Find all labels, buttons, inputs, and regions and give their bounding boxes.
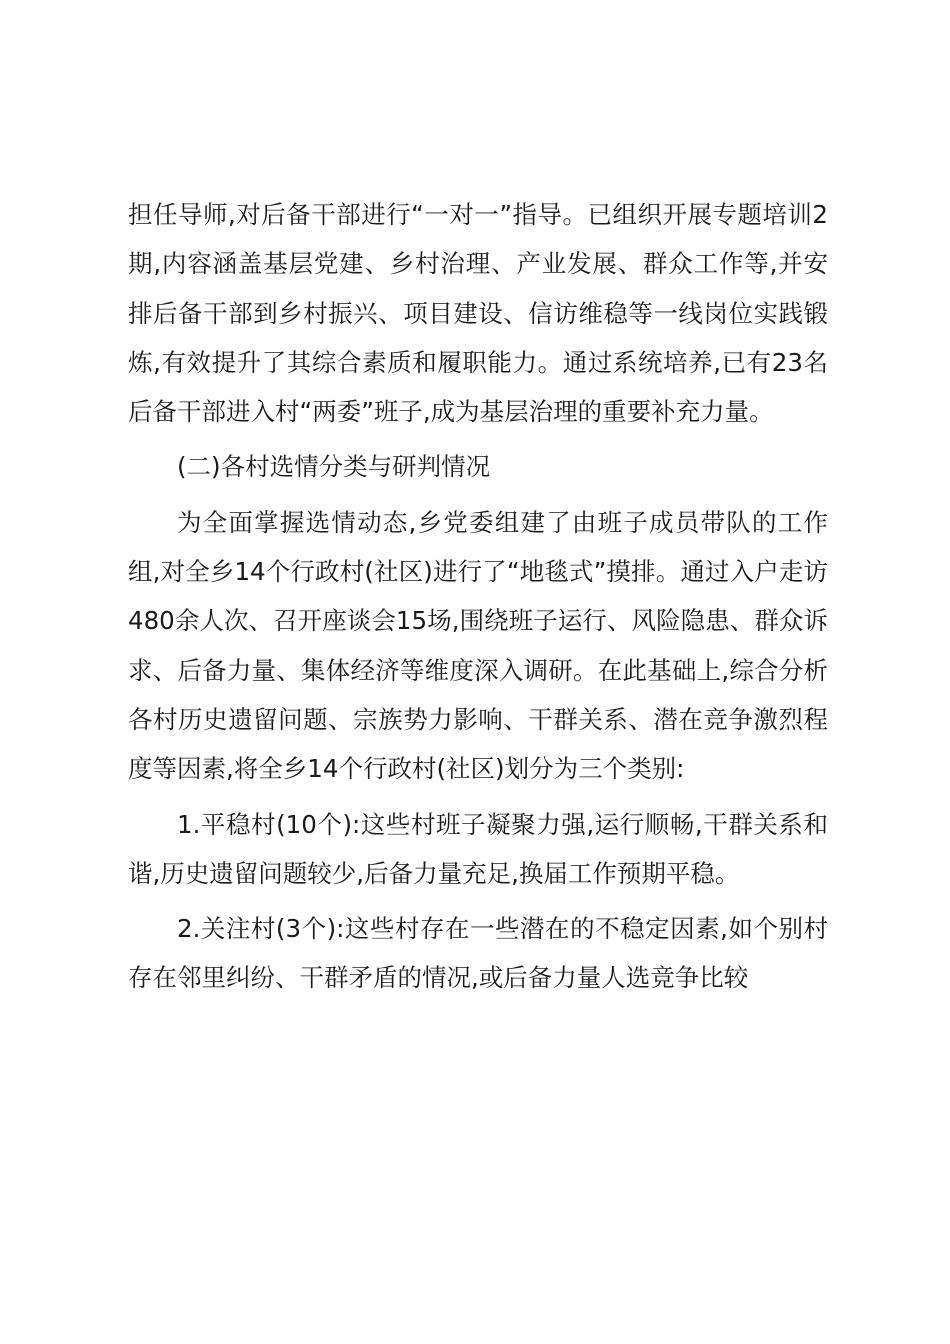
paragraph-training-continuation: 担任导师,对后备干部进行“一对一”指导。已组织开展专题培训2期,内容涵盖基层党建、乡村治理、产业发展、群众工作等,并安排后备干部到乡村振兴、项目建设、信访维稳等一线岗位实践锻炼,有效提升了其综合素质和履职能力。通过系统培养,已有23名后备干部进入村“两委”班子,成为基层治理的重要补充力量。 bbox=[128, 200, 828, 427]
document-body bbox=[128, 190, 828, 1003]
paragraph-stable-villages: 1.平稳村(10个):这些村班子凝聚力强,运行顺畅,干群关系和谐,历史遗留问题较少,后备力量充足,换届工作预期平稳。 bbox=[128, 809, 828, 888]
paragraph-survey-overview: 为全面掌握选情动态,乡党委组建了由班子成员带队的工作组,对全乡14个行政村(社区)进行了“地毯式”摸排。通过入户走访480余人次、召开座谈会15场,围绕班子运行、风险隐患、群众诉求、后备力量、集体经济等维度深入调研。在此基础上,综合分析各村历史遗留问题、宗族势力影响、干群关系、潜在竞争激烈程度等因素,将全乡14个行政村(社区)划分为三个类别: bbox=[128, 507, 828, 784]
paragraph-watch-villages: 2.关注村(3个):这些村存在一些潜在的不稳定因素,如个别村存在邻里纠纷、干群矛盾的情况,或后备力量人选竞争比较 bbox=[128, 914, 828, 993]
section-heading-village-classification: (二)各村选情分类与研判情况 bbox=[177, 452, 491, 482]
